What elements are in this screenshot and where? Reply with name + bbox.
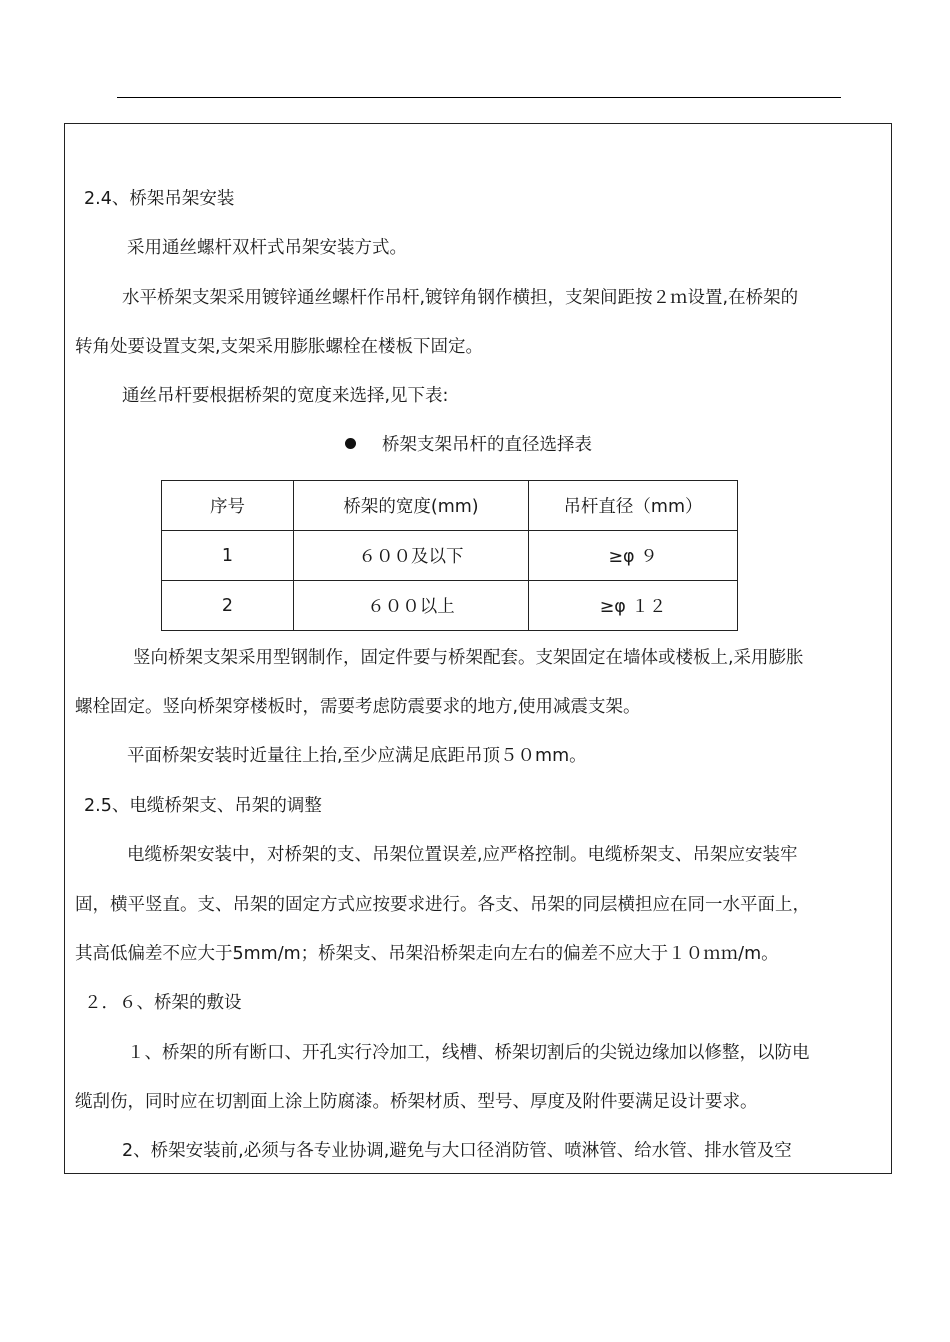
table-cell: ≥φ ９ <box>529 531 738 581</box>
bullet-icon <box>345 438 356 449</box>
section-heading-2-6: ２．６、桥架的敷设 <box>84 993 242 1013</box>
paragraph-line: 竖向桥架支架采用型钢制作，固定件要与桥架配套。支架固定在墙体或楼板上,采用膨胀 <box>133 648 804 668</box>
section-heading-2-5: 2.5、电缆桥架支、吊架的调整 <box>84 796 322 816</box>
table-row <box>162 581 738 631</box>
table-header-cell: 桥架的宽度(mm) <box>294 481 529 531</box>
paragraph-line: 转角处要设置支架,支架采用膨胀螺栓在楼板下固定。 <box>75 337 484 357</box>
table-cell: 1 <box>162 531 294 581</box>
table-cell: 2 <box>162 581 294 631</box>
table-header-cell: 吊杆直径（mm） <box>529 481 738 531</box>
paragraph-line: 2、桥架安装前,必须与各专业协调,避免与大口径消防管、喷淋管、给水管、排水管及空 <box>122 1141 792 1161</box>
table-caption <box>345 433 592 457</box>
paragraph-line: 其高低偏差不应大于5mm/m；桥架支、吊架沿桥架走向左右的偏差不应大于１０ｍｍ/m。 <box>75 944 779 964</box>
paragraph-line: 平面桥架安装时近量往上抬,至少应满足底距吊顶５０mm。 <box>127 746 587 766</box>
table-header-cell: 序号 <box>162 481 294 531</box>
table-header-row <box>162 481 738 531</box>
table-cell: ≥φ １２ <box>529 581 738 631</box>
paragraph-line: 通丝吊杆要根据桥架的宽度来选择,见下表: <box>122 386 449 406</box>
paragraph-line: 电缆桥架安装中，对桥架的支、吊架位置误差,应严格控制。电缆桥架支、吊架应安装牢 <box>127 845 798 865</box>
section-heading-2-4: 2.4、桥架吊架安装 <box>84 189 235 209</box>
header-rule <box>117 97 841 98</box>
paragraph-line: 固，横平竖直。支、吊架的固定方式应按要求进行。各支、吊架的同层横担应在同一水平面上， <box>75 895 810 915</box>
table-caption-text: 桥架支架吊杆的直径选择表 <box>382 435 592 455</box>
table-cell: ６００以上 <box>294 581 529 631</box>
paragraph-line: 螺栓固定。竖向桥架穿楼板时，需要考虑防震要求的地方,使用减震支架。 <box>75 697 641 717</box>
table-cell: ６００及以下 <box>294 531 529 581</box>
paragraph-line: 采用通丝螺杆双杆式吊架安装方式。 <box>127 238 407 258</box>
paragraph-line: 水平桥架支架采用镀锌通丝螺杆作吊杆,镀锌角钢作横担，支架间距按２ｍ设置,在桥架的 <box>122 288 799 308</box>
paragraph-line: 缆刮伤，同时应在切割面上涂上防腐漆。桥架材质、型号、厚度及附件要满足设计要求。 <box>75 1092 758 1112</box>
selection-table <box>161 480 738 631</box>
paragraph-line: １、桥架的所有断口、开孔实行冷加工，线槽、桥架切割后的尖锐边缘加以修整，以防电 <box>127 1043 810 1063</box>
table-row <box>162 531 738 581</box>
